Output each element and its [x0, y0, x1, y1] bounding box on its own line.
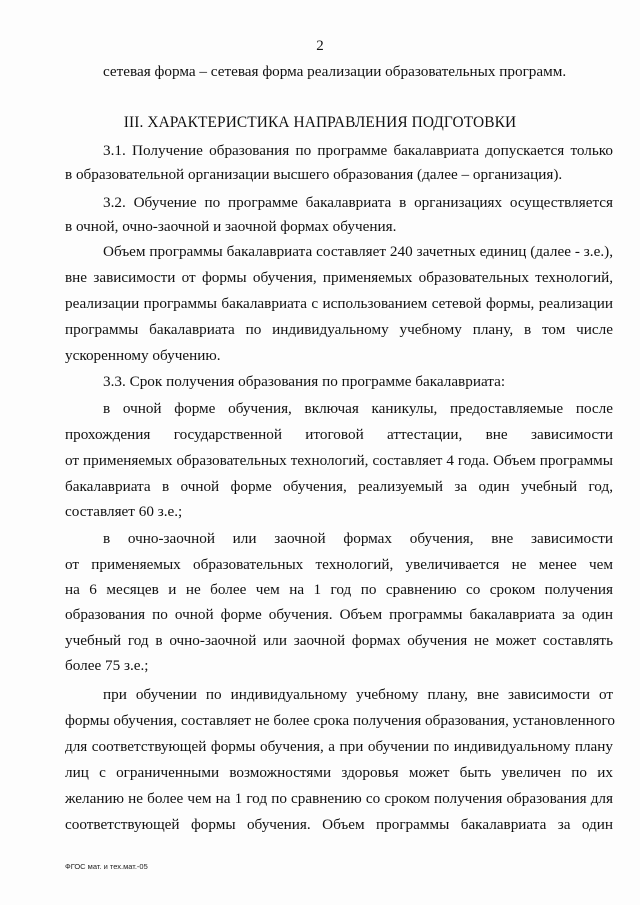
- text-line: соответствующей формы обучения. Объем программы бакалавриата за один: [65, 816, 613, 833]
- text-line: желанию не более чем на 1 год по сравнению со сроком получения образования для: [65, 790, 613, 807]
- text-line: бакалавриата в очной форме обучения, реализуемый за один учебный год,: [65, 478, 613, 495]
- text-line: реализации программы бакалавриата с использованием сетевой формы, реализации: [65, 295, 613, 312]
- text-line: образования по очной форме обучения. Объем программы бакалавриата за один: [65, 606, 613, 623]
- text-line: для соответствующей формы обучения, а при обучении по индивидуальному плану: [65, 738, 613, 755]
- text-line: в образовательной организации высшего образования (далее – организация).: [65, 166, 563, 183]
- text-line: сетевая форма – сетевая форма реализации образовательных программ.: [103, 63, 567, 80]
- text-line: в очно-заочной или заочной формах обучения, вне зависимости: [103, 530, 613, 547]
- text-line: учебный год в очно-заочной или заочной формах обучения не может составлять: [65, 632, 613, 649]
- text-line: от применяемых образовательных технологий, составляет 4 года. Объем программы: [65, 452, 613, 469]
- text-line: формы обучения, составляет не более срока получения образования, установленного: [65, 712, 615, 729]
- text-line: 3.2. Обучение по программе бакалавриата в организациях осуществляется: [103, 194, 613, 211]
- text-line: Объем программы бакалавриата составляет 240 зачетных единиц (далее - з.е.),: [103, 243, 613, 260]
- text-line: прохождения государственной итоговой аттестации, вне зависимости: [65, 426, 613, 443]
- text-line: ускоренному обучению.: [65, 347, 221, 364]
- text-line: вне зависимости от формы обучения, применяемых образовательных технологий,: [65, 269, 613, 286]
- text-line: при обучении по индивидуальному учебному плану, вне зависимости от: [103, 686, 613, 703]
- text-line: в очной форме обучения, включая каникулы, предоставляемые после: [103, 400, 613, 417]
- text-line: 3.3. Срок получения образования по программе бакалавриата:: [103, 373, 506, 390]
- text-line: в очной, очно-заочной и заочной формах обучения.: [65, 218, 397, 235]
- text-line: составляет 60 з.е.;: [65, 503, 183, 520]
- text-line: программы бакалавриата по индивидуальному учебному плану, в том числе: [65, 321, 613, 338]
- text-line: от применяемых образовательных технологий, увеличивается не менее чем: [65, 556, 613, 573]
- section-heading: III. ХАРАКТЕРИСТИКА НАПРАВЛЕНИЯ ПОДГОТОВКИ: [123, 114, 517, 131]
- text-line: лиц с ограниченными возможностями здоровья может быть увеличен по их: [65, 764, 613, 781]
- text-line: 3.1. Получение образования по программе бакалавриата допускается только: [103, 142, 613, 159]
- text-line: на 6 месяцев и не более чем на 1 год по сравнению со сроком получения: [65, 581, 613, 598]
- text-line: более 75 з.е.;: [65, 657, 149, 674]
- page-footer: ФГОС мат. и тех.мат.-05: [65, 862, 148, 871]
- page-number: 2: [316, 38, 324, 54]
